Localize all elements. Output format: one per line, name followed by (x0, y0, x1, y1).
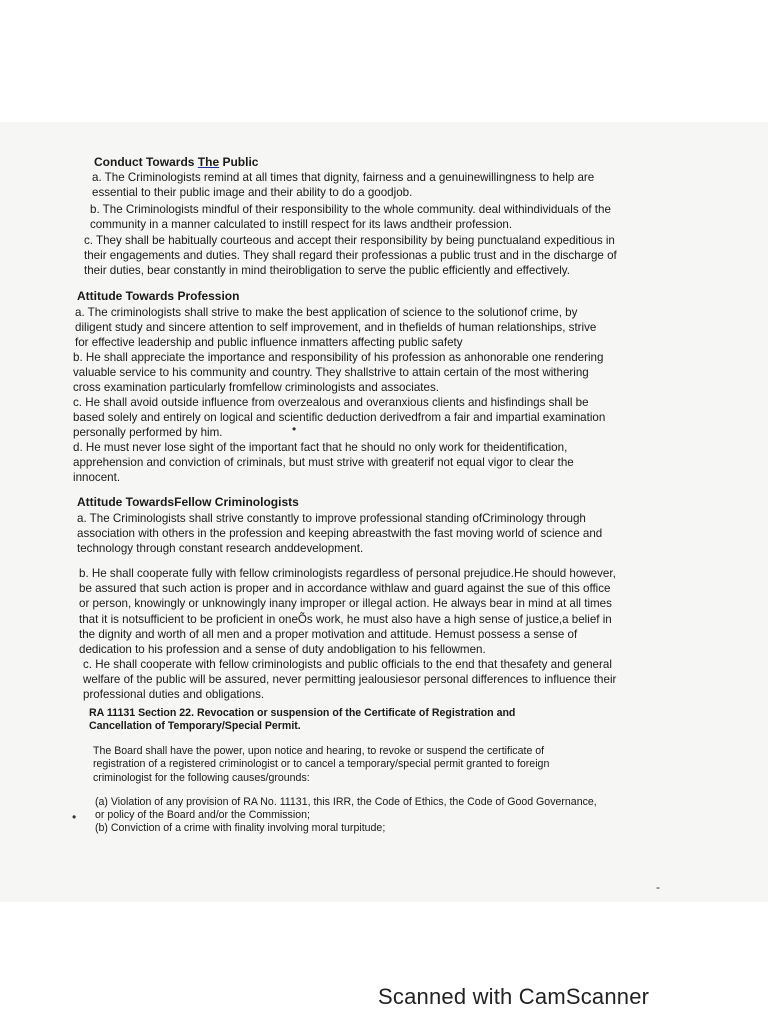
heading-conduct-towards-public: Conduct Towards The Public (94, 155, 259, 169)
stray-ink-mark: • (72, 810, 77, 824)
conduct-paragraph-b: b. The Criminologists mindful of their responsibility to the whole community. deal withindividuals of the community in a manner calculated to instill respect for its laws andtheir profession. (90, 203, 611, 232)
profession-paragraph-c: c. He shall avoid outside influence from overzealous and overanxious clients and hisfindings shall be based solely and entirely on logical and scientific deduction derivedfrom a fair and impartial examination personally performed by him. (73, 396, 606, 440)
profession-paragraph-d: d. He must never lose sight of the important fact that he should no only work for theidentification, apprehension and conviction of criminals, but must strive with greaterif not equal vigor to clear the innocent. (73, 441, 574, 485)
ra-ground-a: (a) Violation of any provision of RA No. 11131, this IRR, the Code of Ethics, the Code of Good Governance, or policy of the Board and/or the Commission; (95, 796, 597, 822)
heading-attitude-towards-profession: Attitude Towards Profession (77, 289, 240, 303)
ra-board-power-paragraph: The Board shall have the power, upon notice and hearing, to revoke or suspend the certificate of registration of a registered criminologist or to cancel a temporary/special permit granted to foreign criminologist for the following causes/grounds: (93, 745, 550, 784)
ra-section-heading: RA 11131 Section 22. Revocation or suspension of the Certificate of Registration and Cancellation of Temporary/Special Permit. (89, 707, 516, 733)
stray-ink-mark: • (292, 422, 297, 436)
fellow-paragraph-b: b. He shall cooperate fully with fellow criminologists regardless of personal prejudice.He should however, be assured that such action is proper and in accordance withlaw and guard against the sue of this office or person, knowingly or unknowingly inany improper or illegal action. He always bear in mind at all times that it is notsufficient to be proficient in oneÕs work, he must also have a high sense of justice,a belief in the dignity and worth of all men and a proper motivation and attitude. Hemust possess a sense of dedication to his profession and a sense of duty andobligation to his fellowmen. (79, 567, 616, 657)
fellow-paragraph-c: c. He shall cooperate with fellow criminologists and public officials to the end that thesafety and general welfare of the public will be assured, never permitting jealousiesor personal differences to influence their professional duties and obligations. (83, 658, 617, 702)
profession-paragraph-a: a. The criminologists shall strive to make the best application of science to the solutionof crime, by diligent study and sincere attention to self improvement, and in thefields of human relationships, strive for effective leadership and public influence inmatters affecting public safety (75, 306, 597, 350)
stray-ink-mark: - (656, 880, 660, 894)
camscanner-watermark: Scanned with CamScanner (378, 984, 650, 1009)
conduct-paragraph-c: c. They shall be habitually courteous and accept their responsibility by being punctualand expeditious in their engagements and duties. They shall regard their professionas a public trust and in the discharge of their duties, bear constantly in mind theirobligation to serve the public efficiently and effectively. (84, 234, 617, 278)
scanned-document (0, 122, 768, 902)
conduct-paragraph-a: a. The Criminologists remind at all times that dignity, fairness and a genuinewillingness to help are essential to their public image and their ability to do a goodjob. (92, 171, 595, 200)
ra-ground-b: (b) Conviction of a crime with finality involving moral turpitude; (95, 822, 386, 834)
profession-paragraph-b: b. He shall appreciate the importance and responsibility of his profession as anhonorable one rendering valuable service to his community and country. They shallstrive to attain certain of the most withering cross examination particularly fromfellow criminologists and associates. (73, 351, 604, 395)
fellow-paragraph-a: a. The Criminologists shall strive constantly to improve professional standing ofCriminology through association with others in the profession and keeping abreastwith the fast moving world of science and technology through constant research anddevelopment. (77, 512, 603, 556)
heading-attitude-towards-fellow-criminologists: Attitude TowardsFellow Criminologists (77, 495, 299, 509)
